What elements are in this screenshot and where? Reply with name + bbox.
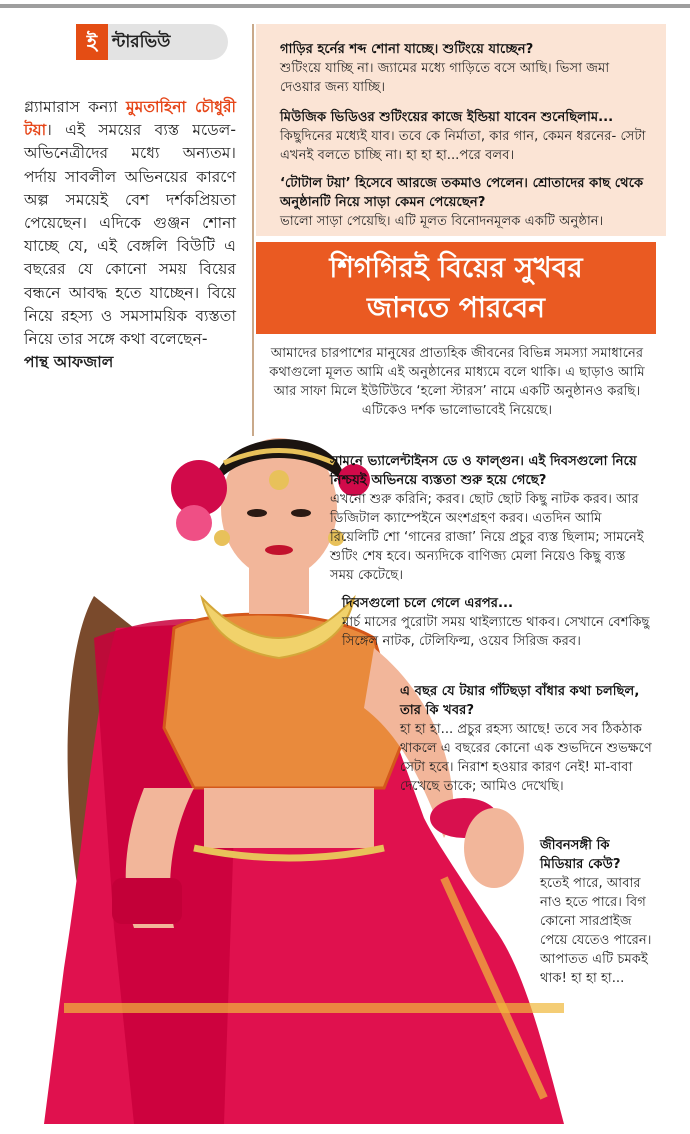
question: গাড়ির হর্নের শব্দ শোনা যাচ্ছে। শুটিংয়ে যাচ্ছেন? xyxy=(280,42,534,57)
answer: ভালো সাড়া পেয়েছি। এটি মূলত বিনোদনমূলক একটি অনুষ্ঠান। xyxy=(280,214,604,229)
qa-item xyxy=(540,836,652,988)
qa-item xyxy=(400,682,652,796)
byline: পান্থ আফজাল xyxy=(24,353,114,372)
headline xyxy=(256,242,656,334)
headline-line-1: শিগগিরই বিয়ের সুখবর xyxy=(329,251,583,284)
answer: হা হা হা... প্রচুর রহস্য আছে! তবে সব ঠিকঠাক থাকলে এ বছরের কোনো এক শুভদিনে শুভক্ষণে সেটা হবে। নিরাশ হওয়ার কারণ নেই! মা-বাবা দেখেছে তাকে; আমিও দেখেছি। xyxy=(400,722,652,794)
question: মিউজিক ভিডিওর শুটিংয়ের কাজে ইন্ডিয়া যাবেন শুনেছিলাম... xyxy=(280,110,614,125)
headline-line-2: জানতে পারবেন xyxy=(367,291,545,324)
answer: এখনো শুরু করিনি; করব। ছোট ছোট কিছু নাটক করব। আর ডিজিটাল ক্যাম্পেইনে অংশগ্রহণ করব। এতদিন আমি রিয়েলিটি শো ‘গানের রাজা’ নিয়ে প্রচুর ব্যস্ত ছিলাম; সামনেই শুটিং শেষ হবে। অন্যদিকে বাণিজ্য মেলা নিয়েও কিছু ব্যস্ত সময় কেটেছে। xyxy=(330,492,644,583)
question: এ বছর যে টয়ার গাঁটছড়া বাঁধার কথা চলছিল, তার কি খবর? xyxy=(400,684,640,718)
column-divider xyxy=(252,24,254,436)
question: দিবসগুলো চলে গেলে এরপর... xyxy=(342,596,514,611)
question: ‘টোটাল টয়া’ হিসেবে আরজে তকমাও পেলেন। শ্রোতাদের কাছ থেকে অনুষ্ঠানটি নিয়ে সাড়া কেমন পেয়েছেন? xyxy=(280,176,644,210)
section-tag-letter: ই xyxy=(76,24,108,60)
qa-item xyxy=(280,40,650,97)
qa-item xyxy=(342,594,652,651)
qa-item xyxy=(280,108,650,165)
celebrity-name: মুমতাহিনা চৌধুরী টয়া xyxy=(24,98,236,140)
qa-item xyxy=(280,174,650,231)
qa-item xyxy=(330,452,650,585)
answer: হতেই পারে, আবার নাও হতে পারে। বিগ কোনো সারপ্রাইজ পেয়ে যেতেও পারেন। আপাতত এটি চমকই থাক! হা হা হা... xyxy=(540,876,652,986)
top-rule xyxy=(0,4,690,8)
intro-text-body: । এই সময়ের ব্যস্ত মডেল-অভিনেত্রীদের মধ্যে অন্যতম। পর্দায় সাবলীল অভিনয়ের কারণে অল্প সময়েই বেশ দর্শকপ্রিয়তা পেয়েছেন। এদিকে গুঞ্জন শোনা যাচ্ছে যে, এই বেঙ্গলি বিউটি এ বছরের যে কোনো সময় বিয়ের বন্ধনে আবদ্ধ হতে যাচ্ছেন। বিয়ে নিয়ে রহস্য ও সমসাময়িক ব্যস্ততা নিয়ে তার সঙ্গে কথা বলেছেন- xyxy=(24,121,236,349)
question: সামনে ভ্যালেন্টাইনস ডে ও ফাল্গুন। এই দিবসগুলো নিয়ে নিশ্চয়ই অভিনয়ে ব্যস্ততা শুরু হয়ে গেছে? xyxy=(330,454,637,488)
answer: মার্চ মাসের পুরোটা সময় থাইল্যান্ডে থাকব। সেখানে বেশকিছু সিঙ্গেল নাটক, টেলিফিল্ম, ওয়েব সিরিজ করব। xyxy=(342,615,650,649)
question: জীবনসঙ্গী কি মিডিয়ার কেউ? xyxy=(540,838,621,872)
answer: শুটিংয়ে যাচ্ছি না। জ্যামের মধ্যে গাড়িতে বসে আছি। ভিসা জমা দেওয়ার জন্য যাচ্ছি। xyxy=(280,61,610,95)
answer: কিছুদিনের মধ্যেই যাব। তবে কে নির্মাতা, কার গান, কেমন ধরনের- সেটা এখনই বলতে চাচ্ছি না। হা হা হা...পরে বলব। xyxy=(280,129,646,163)
intro-text-start: গ্ল্যামারাস কন্যা xyxy=(24,98,127,116)
answer-paragraph: আমাদের চারপাশের মানুষের প্রাত্যহিক জীবনের বিভিন্ন সমস্যা সমাধানের কথাগুলো মূলত আমি এই অনুষ্ঠানের মাধ্যমে বলে থাকি। এ ছাড়াও আমি আর সাফা মিলে ইউটিউবে ‘হলো স্টারস’ নামে একটি অনুষ্ঠানও করছি। এটিকেও দর্শক ভালোভাবেই নিয়েছে। xyxy=(269,346,645,418)
intro-paragraph xyxy=(24,96,236,374)
section-tag-label: ন্টারভিউ xyxy=(112,32,171,52)
